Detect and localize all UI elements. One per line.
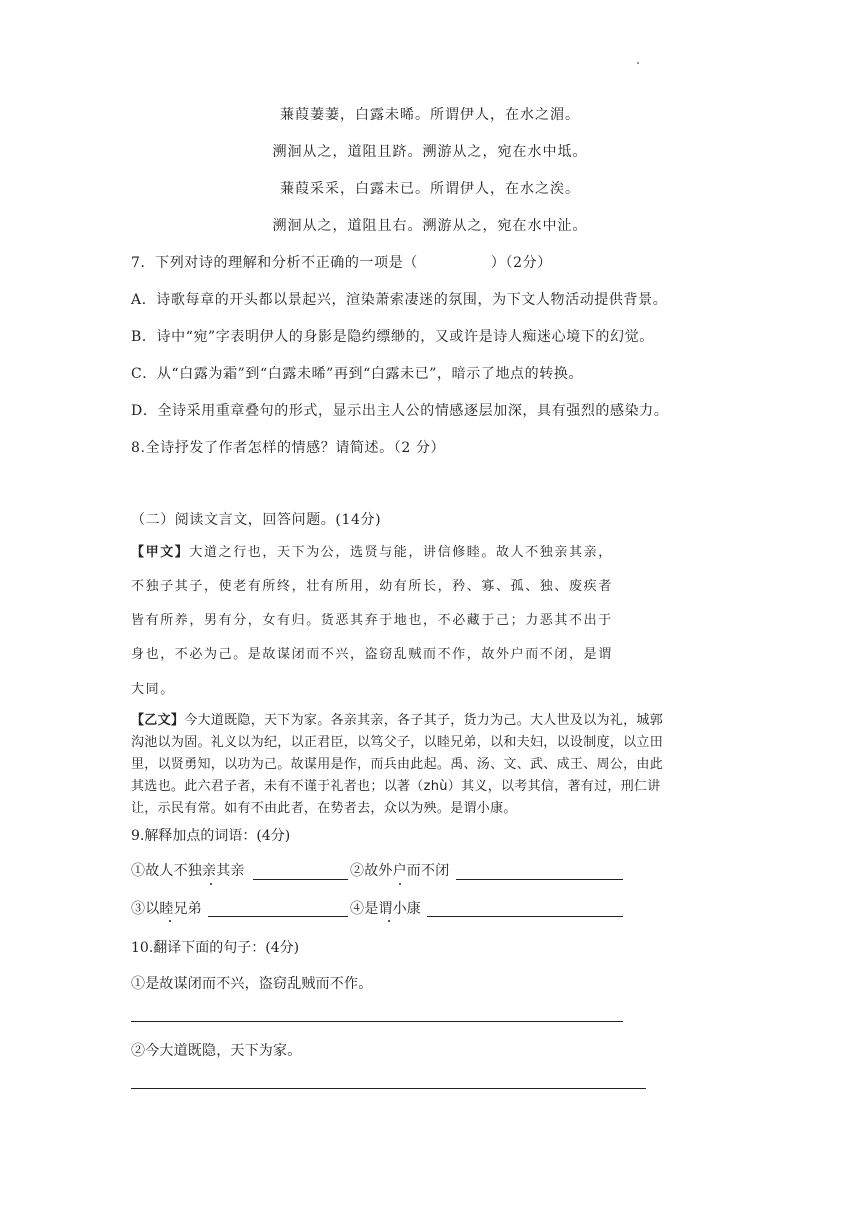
q9-answer-blank-1[interactable] xyxy=(253,879,348,880)
emphasis-dot-hu xyxy=(399,883,401,885)
yiwen-line-5: 让，示民有常。如有不由此者，在势者去，众以为殃。是谓小康。 xyxy=(131,801,517,816)
poem-line-1: 蒹葭萋萋，白露未晞。所谓伊人，在水之湄。 xyxy=(280,107,580,123)
yiwen-label: 【乙文】 xyxy=(131,713,185,728)
q10-answer-line-1[interactable] xyxy=(131,1021,623,1022)
q9-item-3: ③以睦兄弟 xyxy=(131,901,202,917)
yiwen-line-1: 【乙文】今大道既隐，天下为家。各亲其亲，各子其子，货力为己。大人世及以为礼，城郭 xyxy=(131,713,664,728)
q7-option-b: B．诗中“宛”字表明伊人的身影是隐约缥缈的，又或许是诗人痴迷心境下的幻觉。 xyxy=(131,329,654,345)
q9-stem: 9.解释加点的词语：(4分) xyxy=(131,828,291,844)
poem-line-2: 溯洄从之，道阻且跻。溯游从之，宛在水中坻。 xyxy=(272,144,588,160)
q9-item-2: ②故外户而不闭 xyxy=(350,863,450,879)
q7-option-c: C．从“白露为霜”到“白露未晞”再到“白露未已”，暗示了地点的转换。 xyxy=(131,366,584,382)
q9-answer-blank-3[interactable] xyxy=(208,916,348,917)
yiwen-line-3: 里，以贤勇知，以功为己。故谋用是作，而兵由此起。禹、汤、文、武、成王、周公，由此 xyxy=(131,757,664,772)
q10-sentence-2: ②今大道既隐，天下为家。 xyxy=(131,1043,302,1059)
jiawen-line-5: 大同。 xyxy=(131,682,175,697)
q9-answer-blank-2[interactable] xyxy=(456,879,623,880)
q8-stem: 8.全诗抒发了作者怎样的情感？请简述。（2 分） xyxy=(131,440,446,456)
q10-stem: 10.翻译下面的句子：(4分) xyxy=(131,940,300,956)
yiwen-line-2: 沟池以为固。礼义以为纪，以正君臣，以笃父子，以睦兄弟，以和夫妇，以设制度，以立田 xyxy=(131,735,664,750)
page-corner-mark xyxy=(637,62,639,64)
jiawen-label: 【甲文】 xyxy=(131,545,190,560)
emphasis-dot-mu xyxy=(169,920,171,922)
q7-option-a: A．诗歌每章的开头都以景起兴，渲染萧索凄迷的氛围，为下文人物活动提供背景。 xyxy=(131,292,668,308)
section-2-heading: （二）阅读文言文，回答问题。(14分) xyxy=(131,512,382,528)
emphasis-dot-wei xyxy=(388,920,390,922)
yiwen-line-4: 其选也。此六君子者，未有不谨于礼者也；以著（zhù）其义，以考其信，著有过，刑仁讲 xyxy=(131,779,661,794)
q10-sentence-1: ①是故谋闭而不兴，盗窃乱贼而不作。 xyxy=(131,976,373,992)
q7-option-d: D．全诗采用重章叠句的形式，显示出主人公的情感逐层加深，具有强烈的感染力。 xyxy=(131,403,669,419)
jiawen-line-1: 【甲文】大道之行也，天下为公，选贤与能，讲信修睦。故人不独亲其亲， xyxy=(131,545,613,560)
q7-stem: 7．下列对诗的理解和分析不正确的一项是（ ）（2分） xyxy=(131,255,552,271)
q9-item-1: ①故人不独亲其亲 xyxy=(131,863,245,879)
jiawen-line-3: 皆有所养，男有分，女有归。货恶其弃于地也，不必藏于己；力恶其不出于 xyxy=(131,613,613,628)
q9-answer-blank-4[interactable] xyxy=(427,916,623,917)
jiawen-line-4: 身也，不必为己。是故谋闭而不兴，盗窃乱贼而不作，故外户而不闭，是谓 xyxy=(131,647,613,662)
poem-line-4: 溯洄从之，道阻且右。溯游从之，宛在水中沚。 xyxy=(272,218,588,234)
jiawen-line-2: 不独子其子，使老有所终，壮有所用，幼有所长，矜、寡、孤、独、废疾者 xyxy=(131,579,613,594)
poem-line-3: 蒹葭采采，白露未已。所谓伊人，在水之涘。 xyxy=(280,181,580,197)
q10-answer-line-2[interactable] xyxy=(131,1088,646,1089)
emphasis-dot-qin xyxy=(210,883,212,885)
q9-item-4: ④是谓小康 xyxy=(350,901,421,917)
